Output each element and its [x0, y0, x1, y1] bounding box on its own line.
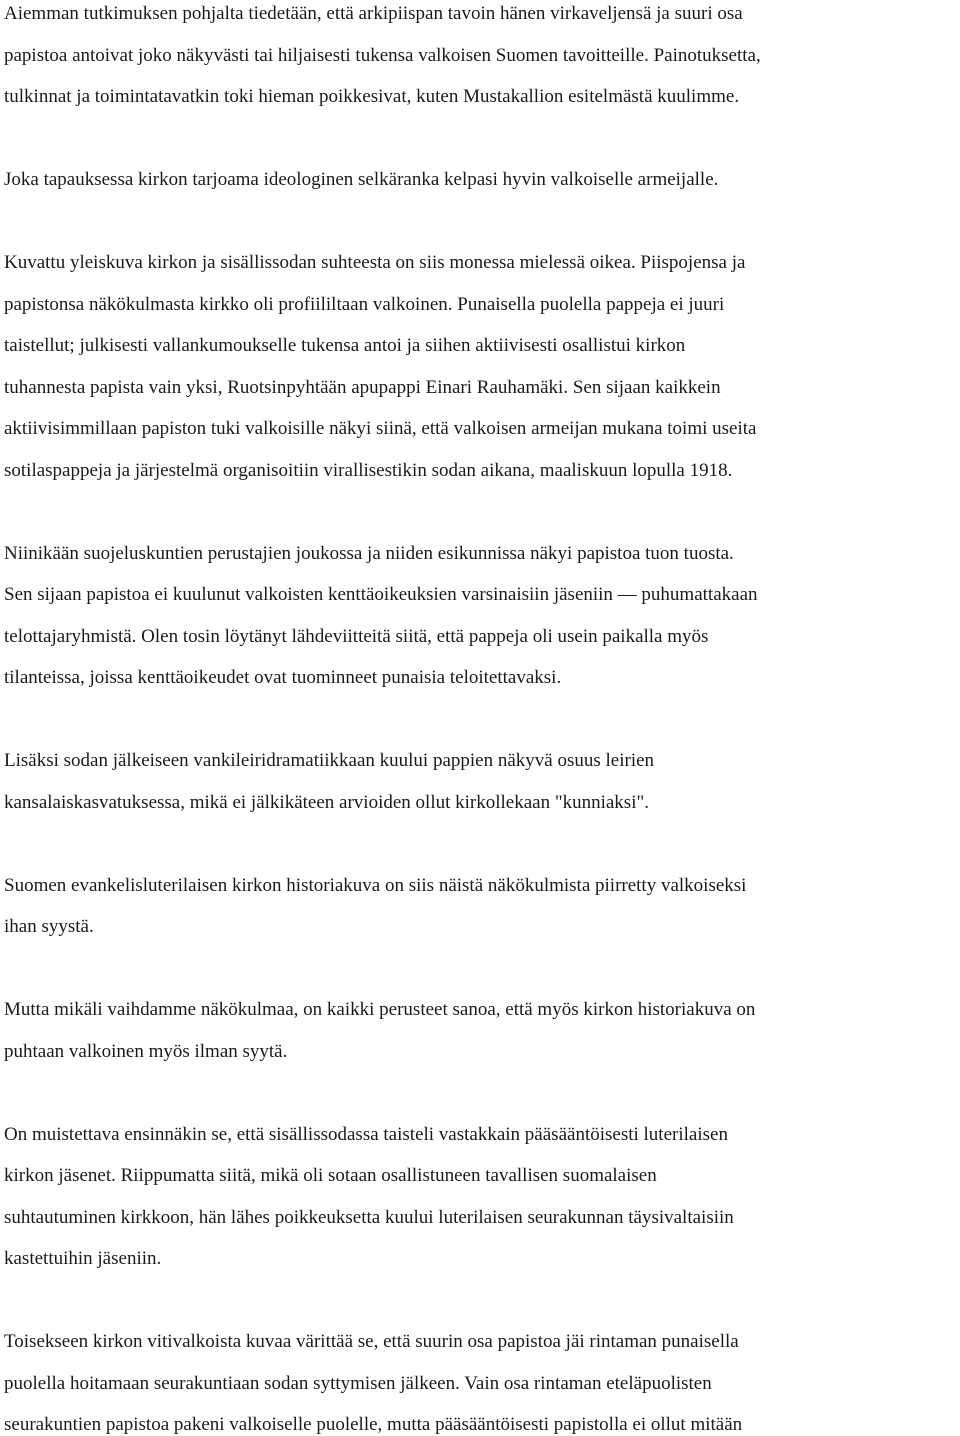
text-line: tuhannesta papista vain yksi, Ruotsinpyhtään apupappi Einari Rauhamäki. Sen sijaan kaikkein	[4, 376, 721, 398]
text-line: Lisäksi sodan jälkeiseen vankileiridramatiikkaan kuului pappien näkyvä osuus leirien	[4, 750, 655, 771]
text-line: suhtautuminen kirkkoon, hän lähes poikkeuksetta kuului luterilaisen seurakunnan täysivaltaisiin	[4, 1206, 734, 1228]
paragraph-3	[4, 242, 956, 491]
text-line: Sen sijaan papistoa ei kuulunut valkoisten kenttäoikeuksien varsinaisiin jäseniin — puhumattakaan	[4, 584, 758, 605]
text-line: seurakuntien papistoa pakeni valkoiselle puolelle, mutta pääsääntöisesti papistolla ei ollut mitään	[4, 1414, 743, 1435]
text-line: aktiivisimmillaan papiston tuki valkoisille näkyi siinä, että valkoisen armeijan mukana toimi useita	[4, 418, 757, 439]
paragraph-spacer	[4, 118, 956, 160]
text-line: sotilaspappeja ja järjestelmä organisoitiin virallisestikin sodan aikana, maaliskuun lopulla 1918.	[4, 459, 733, 481]
text-line: tilanteissa, joissa kenttäoikeudet ovat tuominneet punaisia teloitettavaksi.	[4, 667, 562, 688]
paragraph-5	[4, 740, 956, 823]
text-line: Toisekseen kirkon vitivalkoista kuvaa värittää se, että suurin osa papistoa jäi rintaman punaisella	[4, 1331, 739, 1352]
text-line: taistellut; julkisesti vallankumoukselle tukensa antoi ja siihen aktiivisesti osallistui kirkon	[4, 335, 686, 356]
text-line: Mutta mikäli vaihdamme näkökulmaa, on kaikki perusteet sanoa, että myös kirkon historiakuva on	[4, 999, 756, 1020]
document-page	[4, 0, 956, 1436]
text-line: kansalaiskasvatuksessa, mikä ei jälkikäteen arvioiden ollut kirkollekaan "kunniaksi".	[4, 791, 649, 813]
paragraph-spacer	[4, 699, 956, 741]
paragraph-spacer	[4, 823, 956, 865]
paragraph-spacer	[4, 1072, 956, 1114]
text-line: ihan syystä.	[4, 916, 94, 937]
paragraph-7	[4, 989, 956, 1072]
text-line: kirkon jäsenet. Riippumatta siitä, mikä oli sotaan osallistuneen tavallisen suomalaisen	[4, 1165, 657, 1186]
paragraph-spacer	[4, 948, 956, 990]
paragraph-spacer	[4, 491, 956, 533]
text-line: On muistettava ensinnäkin se, että sisällissodassa taisteli vastakkain pääsääntöisesti luterilaisen	[4, 1123, 728, 1145]
text-line: telottajaryhmistä. Olen tosin löytänyt lähdeviitteitä siitä, että pappeja oli usein paikalla myös	[4, 625, 709, 647]
text-line: puhtaan valkoinen myös ilman syytä.	[4, 1040, 288, 1062]
text-line: tulkinnat ja toimintatavatkin toki hieman poikkesivat, kuten Mustakallion esitelmästä kuulimme.	[4, 86, 740, 107]
text-line: Niinikään suojeluskuntien perustajien joukossa ja niiden esikunnissa näkyi papistoa tuon tuosta.	[4, 542, 734, 564]
text-line: Joka tapauksessa kirkon tarjoama ideologinen selkäranka kelpasi hyvin valkoiselle armeijalle.	[4, 169, 719, 190]
text-line: Suomen evankelisluterilaisen kirkon historiakuva on siis näistä näkökulmista piirretty valkoiseksi	[4, 874, 747, 896]
text-line: papistoa antoivat joko näkyvästi tai hiljaisesti tukensa valkoisen Suomen tavoitteille. Painotuksetta,	[4, 44, 761, 66]
paragraph-4	[4, 533, 956, 699]
paragraph-1	[4, 0, 956, 118]
text-line: puolella hoitamaan seurakuntiaan sodan syttymisen jälkeen. Vain osa rintaman eteläpuolisten	[4, 1372, 712, 1394]
text-line: kastettuihin jäseniin.	[4, 1248, 162, 1269]
text-line: papistonsa näkökulmasta kirkko oli profiililtaan valkoinen. Punaisella puolella pappeja ei juuri	[4, 293, 725, 315]
paragraph-spacer	[4, 201, 956, 243]
paragraph-spacer	[4, 1280, 956, 1322]
paragraph-2	[4, 159, 956, 201]
text-line: Aiemman tutkimuksen pohjalta tiedetään, että arkipiispan tavoin hänen virkaveljensä ja suuri osa	[4, 3, 743, 24]
text-line: Kuvattu yleiskuva kirkon ja sisällissodan suhteesta on siis monessa mielessä oikea. Piispojensa ja	[4, 252, 746, 273]
paragraph-6	[4, 865, 956, 948]
paragraph-8	[4, 1114, 956, 1280]
paragraph-9	[4, 1321, 956, 1436]
